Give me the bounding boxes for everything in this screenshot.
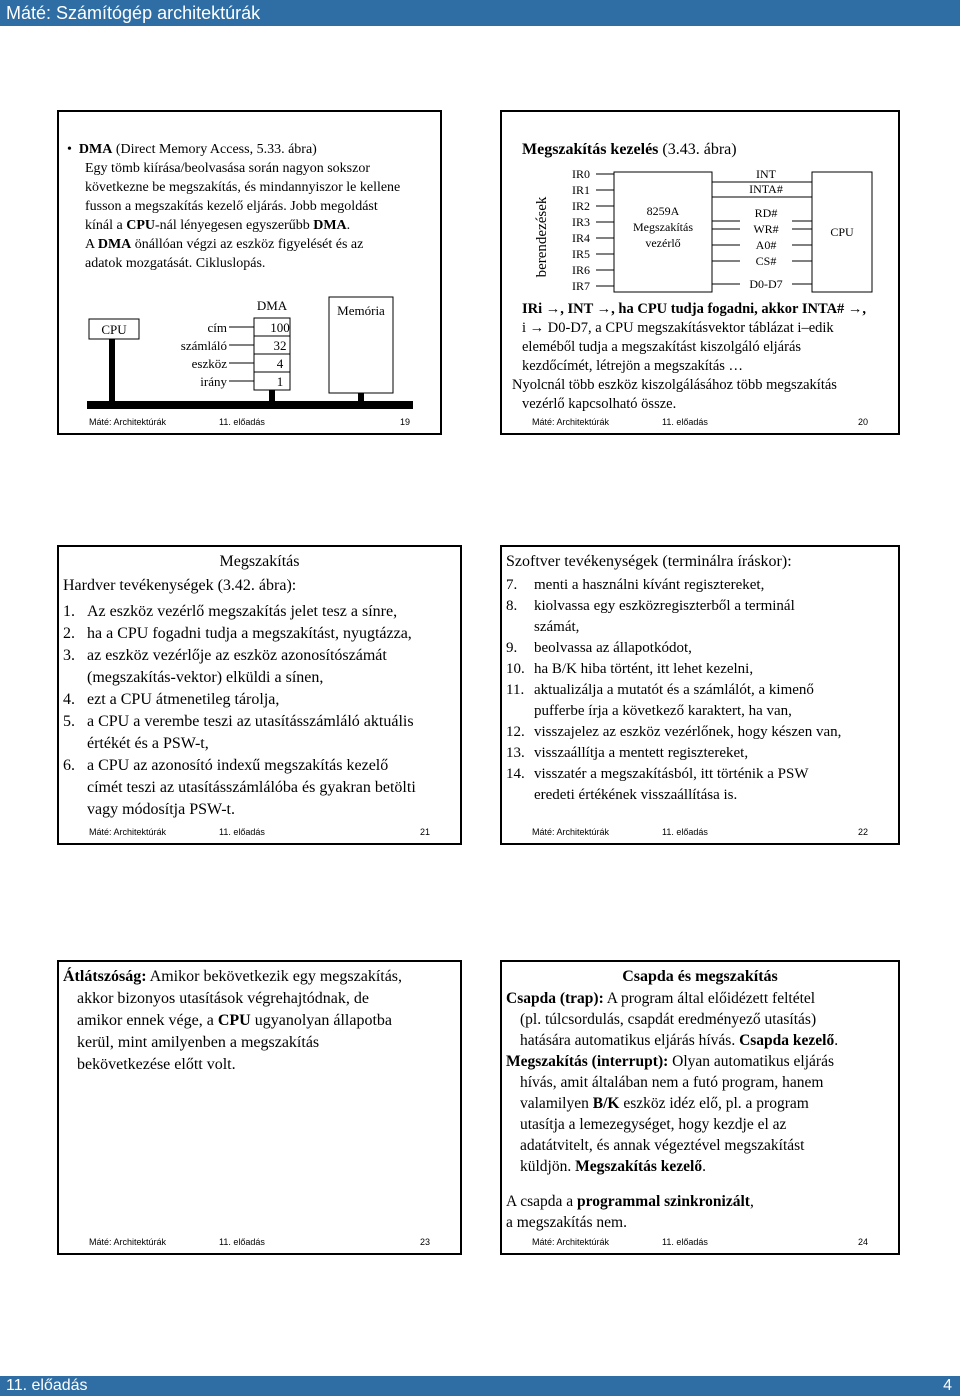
footer-page-number: 4: [943, 1377, 952, 1394]
list-item: 13. visszaállítja a mentett regisztereket,: [506, 745, 749, 761]
document-header: [0, 0, 960, 26]
interrupt-controller-diagram: [502, 162, 902, 302]
list-item: 5. a CPU a verembe teszi az utasításszámláló aktuális értékét és a PSW-t,: [63, 713, 414, 752]
slide-20-text: IRi →, INT →, ha CPU tudja fogadni, akkor INTA# →, i → D0-D7, a CPU megszakításvektor táblázat i–edik eleméből tudja a megszakítást kiszolgáló eljárás kezdőcímét, létrejön a megszakítás … Nyolcnál több eszköz kiszolgálásához több megszakítás vezérlő kapcsolható össze.: [512, 301, 867, 412]
dma-bullet: • DMA (Direct Memory Access, 5.33. ábra): [67, 142, 317, 157]
dma-reg-value: 100: [270, 320, 290, 335]
irq-label: IR4: [572, 231, 590, 245]
slide-22-title: Szoftver tevékenységek (terminálra íráskor):: [506, 553, 792, 570]
list-item: 7. menti a használni kívánt regisztereket,: [506, 577, 765, 593]
list-item: 1. Az eszköz vezérlő megszakítás jelet tesz a sínre,: [63, 603, 398, 620]
slide-21-subtitle: Hardver tevékenységek (3.42. ábra):: [63, 577, 297, 594]
chip-name: 8259A: [646, 204, 680, 218]
irq-label: IR3: [572, 215, 590, 229]
signal-label: A0#: [755, 238, 777, 252]
slide-22: [500, 545, 900, 845]
dma-cpu-label: CPU: [101, 322, 127, 337]
chip-line: vezérlő: [645, 236, 681, 250]
irq-label: IR7: [572, 279, 590, 293]
hardware-steps: [63, 601, 455, 821]
slide-20: [500, 110, 900, 435]
slide-24-title: Csapda és megszakítás: [622, 968, 778, 985]
slide-24: [500, 960, 900, 1255]
list-item: 2. ha a CPU fogadni tudja a megszakítást, nyugtázza,: [63, 625, 412, 642]
list-item: 10. ha B/K hiba történt, itt lehet kezelni,: [506, 661, 754, 677]
dma-reg-value: 1: [276, 374, 284, 389]
list-item: 3. az eszköz vezérlője az eszköz azonosítószámát (megszakítás-vektor) elküldi a sínen,: [63, 647, 387, 686]
list-item: 8. kiolvassa egy eszközregiszterből a terminál számát,: [506, 598, 795, 635]
slide-21-title: Megszakítás: [219, 553, 300, 570]
slide-footer: Máté: Architektúrák 11. előadás 21: [89, 827, 430, 837]
slide-footer: Máté: Architektúrák 11. előadás 19: [89, 417, 410, 427]
document-title: Máté: Számítógép architektúrák: [6, 3, 261, 23]
dma-desc: Egy tömb kiírása/beolvasása során nagyon sokszor következne be megszakítás, és mindannyiszor le kellene fusson a megszakítás kezelő eljárás. Jobb megoldást kínál a CPU-nál lényegesen egyszerűbb DMA. A DMA önállóan végzi az eszköz figyelését és az adatok mozgatását. Cikluslopás.: [85, 161, 401, 271]
slide-footer: Máté: Architektúrák 11. előadás 22: [532, 827, 868, 837]
list-item: 11. aktualizálja a mutatót és a számlálót, a kimenő pufferbe írja a következő karaktert, ha van,: [506, 682, 814, 719]
irq-label: IR2: [572, 199, 590, 213]
slide-footer: Máté: Architektúrák 11. előadás 24: [532, 1237, 868, 1247]
software-steps: [506, 575, 898, 806]
list-item: 14. visszatér a megszakításból, itt történik a PSW eredeti értékének visszaállítása is.: [506, 766, 809, 803]
signal-label: CS#: [755, 254, 777, 268]
dma-memory-label: Memória: [337, 303, 385, 318]
irq-label: IR5: [572, 247, 590, 261]
irq-label: IR1: [572, 183, 590, 197]
signal-label: WR#: [753, 222, 779, 236]
slide-19: [57, 110, 442, 435]
dma-reg-label: eszköz: [191, 356, 227, 371]
dma-reg-label: számláló: [180, 338, 227, 353]
slide-footer: Máté: Architektúrák 11. előadás 20: [532, 417, 868, 427]
list-item: 4. ezt a CPU átmenetileg tárolja,: [63, 691, 280, 708]
cpu-label: CPU: [830, 225, 854, 239]
slide-21: [57, 545, 462, 845]
dma-reg-value: 32: [273, 338, 287, 353]
slide-19-text: [67, 140, 400, 273]
dma-label: DMA: [256, 298, 288, 313]
signal-label: INT: [756, 167, 776, 181]
slide-23-text: Átlátszóság: Amikor bekövetkezik egy megszakítás, akkor bizonyos utasítások végrehajtódnak, de amikor ennek vége, a CPU ugyanolyan állapotba kerül, mint amilyenben a megszakítás bekövetkezése előtt volt.: [63, 968, 403, 1073]
list-item: 12. visszajelez az eszköz vezérlőnek, hogy készen van,: [506, 724, 842, 740]
signal-label: RD#: [754, 206, 778, 220]
devices-label: berendezések: [534, 196, 550, 278]
footer-lecture: 11. előadás: [6, 1377, 88, 1394]
document-footer: [0, 1376, 960, 1396]
signal-label: D0-D7: [749, 277, 783, 291]
slide-20-title: Megszakítás kezelés (3.43. ábra): [522, 141, 737, 158]
slide-24-text: Csapda (trap): A program által előidézett feltétel (pl. túlcsordulás, csapdát eredményező utasítás) hatására automatikus eljárás hívás. Csapda kezelő. Megszakítás (interrupt): Olyan automatikus eljárás hívás, amit általában nem a futó program, hanem valamilyen B/K eszköz idéz elő, pl. a program utasítja a lemezegységet, hogy kezdje el az adatátvitelt, és annak végeztével megszakítást küldjön. Megszakítás kezelő. A csapda a programmal szinkronizált, a megszakítás nem.: [506, 990, 839, 1231]
irq-label: IR6: [572, 263, 590, 277]
irq-lines: [572, 167, 614, 293]
list-item: 6. a CPU az azonosító indexű megszakítás kezelő címét teszi az utasításszámlálóba és gyakran betölti vagy módosítja PSW-t.: [63, 757, 416, 818]
irq-label: IR0: [572, 167, 590, 181]
signal-label: INTA#: [749, 182, 783, 196]
chip-line: Megszakítás: [633, 220, 693, 234]
dma-reg-label: cím: [207, 320, 227, 335]
dma-reg-value: 4: [276, 356, 284, 371]
dma-reg-label: irány: [200, 374, 227, 389]
slide-footer: Máté: Architektúrák 11. előadás 23: [89, 1237, 430, 1247]
slide-23: [57, 960, 462, 1255]
list-item: 9. beolvassa az állapotkódot,: [506, 640, 692, 656]
dma-diagram: [59, 287, 444, 427]
